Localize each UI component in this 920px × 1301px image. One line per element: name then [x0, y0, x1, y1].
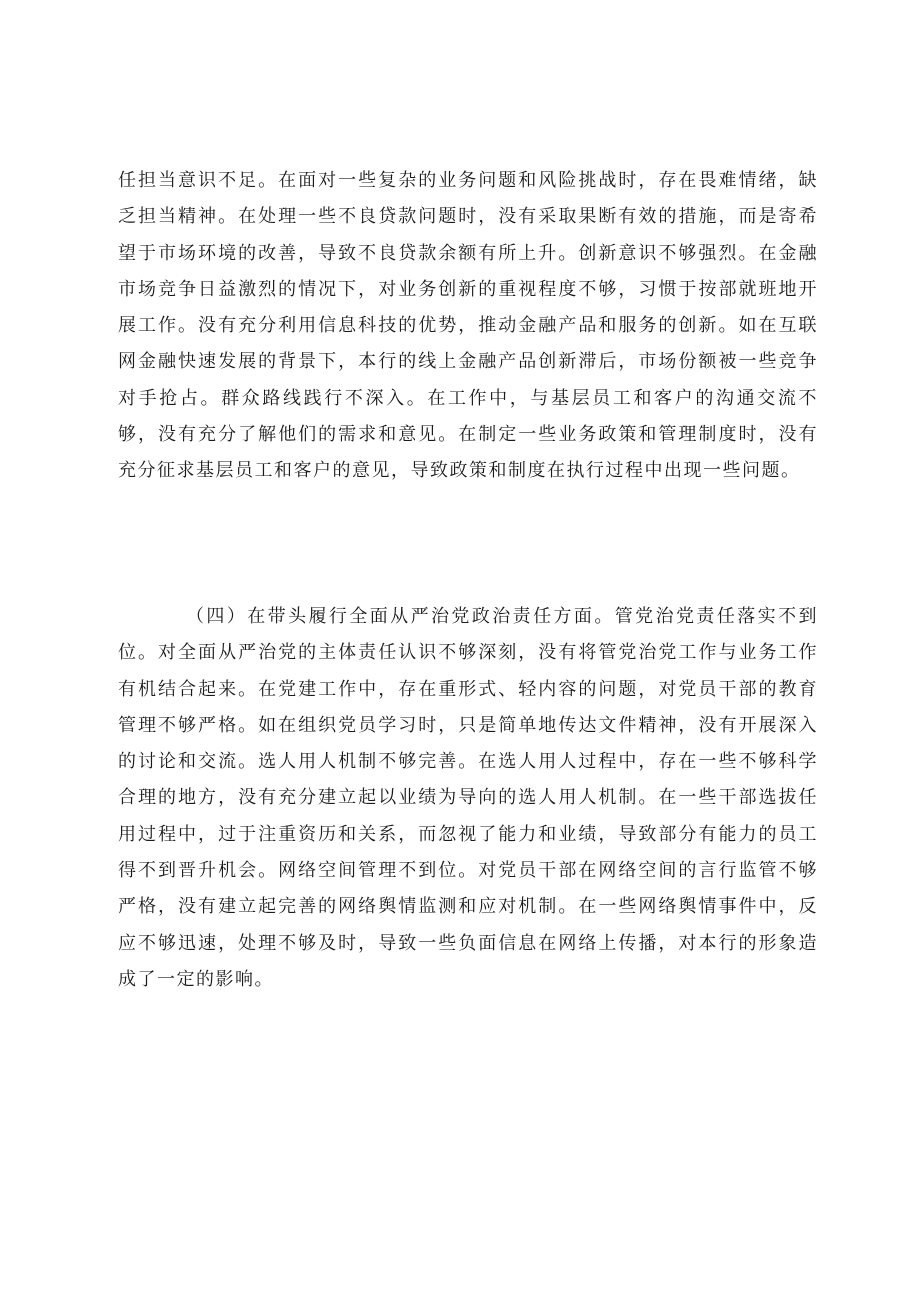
section-paragraph: （四）在带头履行全面从严治党政治责任方面。管党治党责任落实不到位。对全面从严治党的主体责任认识不够深刻，没有将管党治党工作与业务工作有机结合起来。在党建工作中，存在重形式、轻内容的问题，对党员干部的教育管理不够严格。如在组织党员学习时，只是简单地传达文件精神，没有开展深入的讨论和交流。选人用人机制不够完善。在选人用人过程中，存在一些不够科学合理的地方，没有充分建立起以业绩为导向的选人用人机制。在一些干部选拔任用过程中，过于注重资历和关系，而忽视了能力和业绩，导致部分有能力的员工得不到晋升机会。网络空间管理不到位。对党员干部在网络空间的言行监管不够严格，没有建立起完善的网络舆情监测和应对机制。在一些网络舆情事件中，反应不够迅速，处理不够及时，导致一些负面信息在网络上传播，对本行的形象造成了一定的影响。 [118, 606, 818, 990]
body-paragraph: 任担当意识不足。在面对一些复杂的业务问题和风险挑战时，存在畏难情绪，缺乏担当精神。在处理一些不良贷款问题时，没有采取果断有效的措施，而是寄希望于市场环境的改善，导致不良贷款余额有所上升。创新意识不够强烈。在金融市场竞争日益激烈的情况下，对业务创新的重视程度不够，习惯于按部就班地开展工作。没有充分利用信息科技的优势，推动金融产品和服务的创新。如在互联网金融快速发展的背景下，本行的线上金融产品创新滞后，市场份额被一些竞争对手抢占。群众路线践行不深入。在工作中，与基层员工和客户的沟通交流不够，没有充分了解他们的需求和意见。在制定一些业务政策和管理制度时，没有充分征求基层员工和客户的意见，导致政策和制度在执行过程中出现一些问题。 [118, 170, 818, 482]
